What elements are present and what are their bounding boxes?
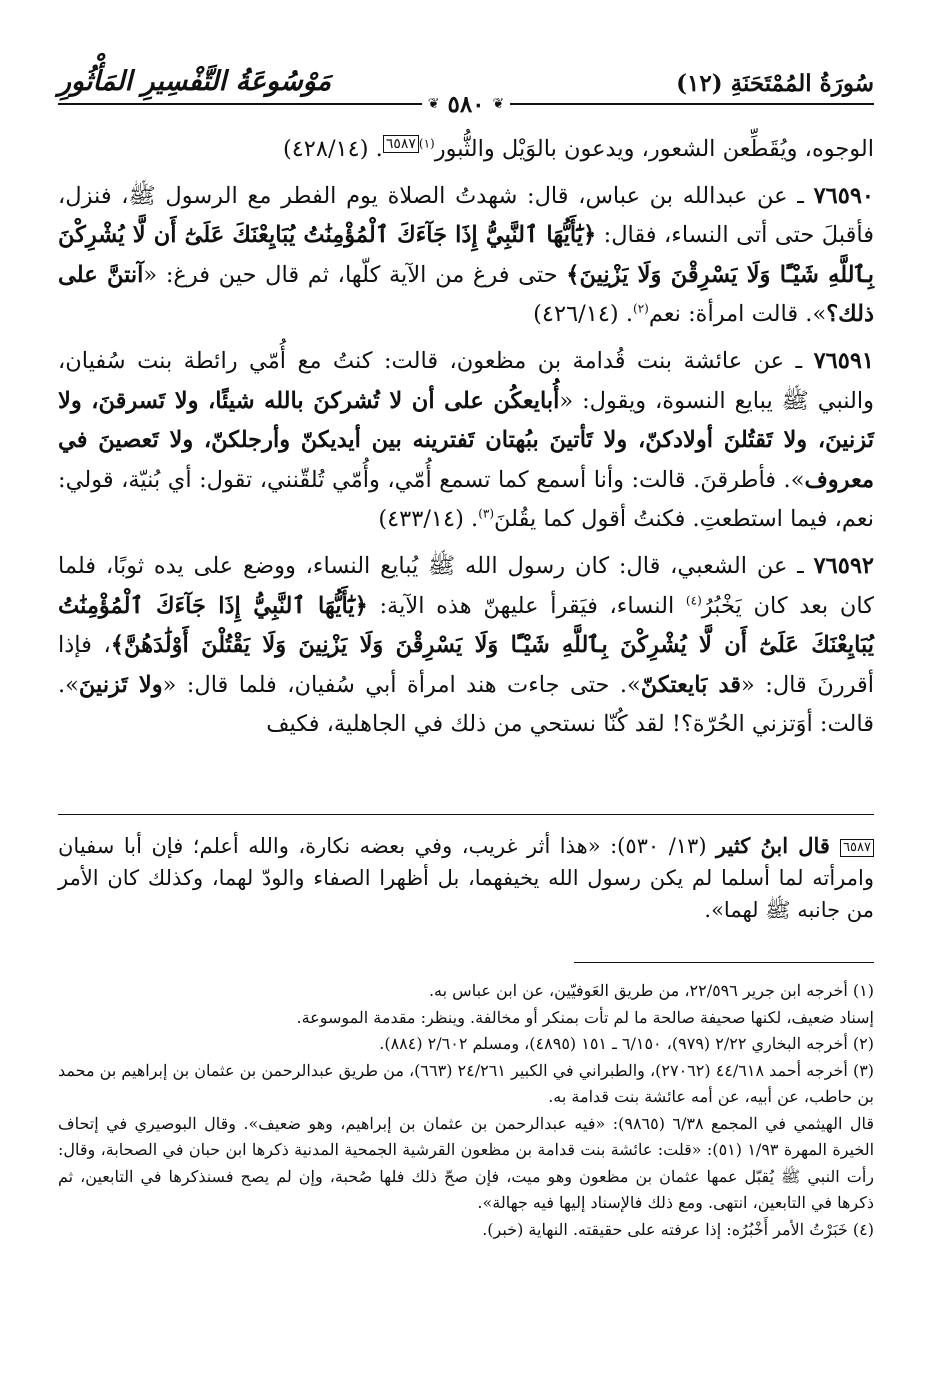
footnote-marker: (٤) — [685, 593, 702, 608]
header-rule-right — [510, 103, 874, 105]
narration-text: النساء، فيَقرأ عليهنّ هذه الآية: — [367, 592, 686, 619]
ornament-icon: ❦ — [492, 96, 505, 112]
narration-text: ـ عن الشعبي، قال: كان رسول الله ﷺ يُبايع النساء، ووضع على يده ثوبًا، فلما كان بعد كان يَخْبُرُ — [58, 552, 874, 619]
prophetic-saying: آنتنَّ على ذلك؟ — [58, 261, 874, 328]
intro-text: الوجوه، ويُقَطِّعن الشعور، ويدعون بالوَيْل والثُّبور — [434, 136, 874, 162]
book-title: مَوْسُوعَةُ التَّفْسِيرِ المَأْثُورِ — [58, 66, 332, 97]
prophetic-saying: قد بَايعتكنّ — [640, 671, 742, 698]
commentary-lead: قال ابنُ كثير — [716, 833, 841, 858]
footnote-separator — [574, 962, 874, 963]
narration-76591 — [58, 342, 874, 540]
footnotes — [58, 978, 874, 1243]
footnote-marker: (٣) — [478, 506, 495, 521]
quran-verse: ﴿يَٰٓأَيُّهَا ٱلنَّبِيُّ إِذَا جَآءَكَ ٱلْمُؤْمِنَٰتُ يُبَايِعْنَكَ عَلَىٰٓ أَن لَّا يُشْرِكْنَ بِٱللَّهِ شَيْـًٔا وَلَا يَسْرِقْنَ وَلَا يَزْنِينَ وَلَا يَقْتُلْنَ أَوْلَٰدَهُنَّ﴾ — [58, 592, 875, 659]
ornament-icon: ❦ — [427, 96, 440, 112]
narration-text: ـ عن عائشة بنت قُدامة بن مظعون، قالت: كنتُ مع أُمّي رائطة بنت سُفيان، والنبي ﷺ يبايع النسوة، ويقول: « — [58, 347, 874, 414]
volume-page-ref: . (٤٣٣/١٤) — [378, 506, 479, 533]
narration-number: ٧٦٥٩١ — [813, 347, 874, 374]
narration-76592 — [58, 547, 874, 745]
volume-page-ref: . (٤٢٨/١٤) — [282, 136, 383, 162]
footnote: (١) أخرجه ابن جرير ٢٢/٥٩٦، من طريق العَوفيّين، عن ابن عباس به. — [428, 981, 874, 1000]
footnote: إسناد ضعيف، لكنها صحيفة صالحة ما لم تأت بمنكر أو مخالفة. وينظر: مقدمة الموسوعة. — [296, 1007, 874, 1027]
main-text — [58, 130, 874, 745]
narration-text: ». قالت: أوَتزني الحُرّة؟! لقد كُنّا نستحي من ذلك في الجاهلية، فكيف — [58, 671, 874, 738]
intro-paragraph — [58, 130, 874, 170]
prophetic-saying: أُبايعكُن على أن لا تُشركنَ بالله شيئًا، ولا تَسرقنَ، ولا تَزنينَ، ولا تَقتُلنَ أولادكنّ، ولا تَأتينَ ببُهتان تَفترينه بين أيديكنّ وأرجلكنّ، ولا تَعصينَ في معروف — [58, 387, 874, 493]
page-number: ٥٨٠ — [447, 90, 485, 118]
narration-text: حتى فرغ من الآية كلّها، ثم قال حين فرغ: « — [143, 261, 567, 288]
volume-page-ref: . (٤٢٦/١٤) — [533, 301, 634, 328]
narration-text: ، فإذا أقررنَ قال: « — [58, 632, 875, 698]
commentary-separator — [58, 814, 874, 815]
surah-title: سُورَةُ المُمْتَحَنَةِ (١٢) — [676, 70, 874, 97]
footnote: (٤) خَبَرْتُ الأمر أَخْبُرُه: إذا عرفته على حقيقته. النهاية (خبر). — [482, 1219, 874, 1239]
commentary-block — [58, 830, 874, 926]
narration-text: ». قالت امرأة: نعم — [648, 301, 827, 328]
narration-text: ـ عن عبدالله بن عباس، قال: شهدتُ الصلاة يوم الفطر مع الرسول ﷺ، فنزل، فأقبلَ حتى أتى النساء، فقال: — [58, 182, 874, 249]
narration-text: ». فأطرقنَ. قالت: وأنا أسمع كما تسمع أُمّي، وأُمّي تُلقّنني، تقول: أي بُنيّة، قولي: نعم، فيما استطعتِ. فكنتُ أقول كما يقُلنَ — [58, 466, 874, 533]
narration-text: ». حتى جاءت هند امرأة أبي سُفيان، فلما قال: « — [162, 671, 641, 698]
footnote: (٣) أخرجه أحمد ٤٤/٦١٨ (٢٧٠٦٢)، والطبراني في الكبير ٢٤/٢٦١ (٦٦٣)، من طريق عبدالرحمن بن عثمان بن إبراهيم بن محمد بن حاطب، عن أبيه، عن أمه عائشة بنت قدامة به. — [58, 1060, 875, 1106]
cross-reference-box: ٦٥٨٧ — [383, 135, 419, 153]
footnote: قال الهيثمي في المجمع ٦/٣٨ (٩٨٦٥): «فيه عبدالرحمن بن عثمان بن إبراهيم، وهو ضعيف». وقال البوصيري في إتحاف الخيرة المهرة ١/٩٣ (٥١): «قلت: عائشة بنت قدامة بن مظعون القرشية الجمحية المدنية ذكرها ابن حبان في الصحابة، وقال: رأت النبي ﷺ يُقبّل عمها عثمان بن مظعون وهو ميت، فإن صحّ ذلك فلها صُحبة، وإن لم يصح فسنذكرها في التابعين، ثم ذكرها في التابعين، انتهى. ومع ذلك فالإسناد إليها فيه جهالة». — [58, 1113, 875, 1212]
header-rule-left — [58, 103, 422, 105]
footnote-marker: (٢) — [633, 301, 649, 316]
quran-verse: ﴿يَٰٓأَيُّهَا ٱلنَّبِيُّ إِذَا جَآءَكَ ٱلْمُؤْمِنَٰتُ يُبَايِعْنَكَ عَلَىٰٓ أَن لَّا يُشْرِكْنَ بِٱللَّهِ شَيْـًٔا وَلَا يَسْرِقْنَ وَلَا يَزْنِينَ﴾ — [58, 222, 874, 288]
footnote-marker: (١) — [418, 136, 435, 151]
prophetic-saying: ولا تَزنينَ — [78, 671, 163, 698]
page-number-row — [58, 92, 874, 116]
commentary-text: (١٣/ ٥٣٠): «هذا أثر غريب، وفي بعضه نكارة، والله أعلم؛ فإن أبا سفيان وامرأته لما أسلما لم يكن رسول الله يخيفهما، بل أظهرا الصفاء والودّ لهما، وكذلك كان الأمر من جانبه ﷺ لهما». — [58, 834, 874, 922]
narration-number: ٧٦٥٩٠ — [813, 182, 874, 209]
narration-76590 — [58, 177, 874, 335]
narration-number: ٧٦٥٩٢ — [813, 552, 874, 579]
cross-reference-box: ٦٥٨٧ — [840, 839, 874, 857]
footnote: (٢) أخرجه البخاري ٢/٢٢ (٩٧٩)، ٦/١٥٠ ـ ١٥١ (٤٨٩٥)، ومسلم ٢/٦٠٢ (٨٨٤). — [379, 1034, 874, 1053]
